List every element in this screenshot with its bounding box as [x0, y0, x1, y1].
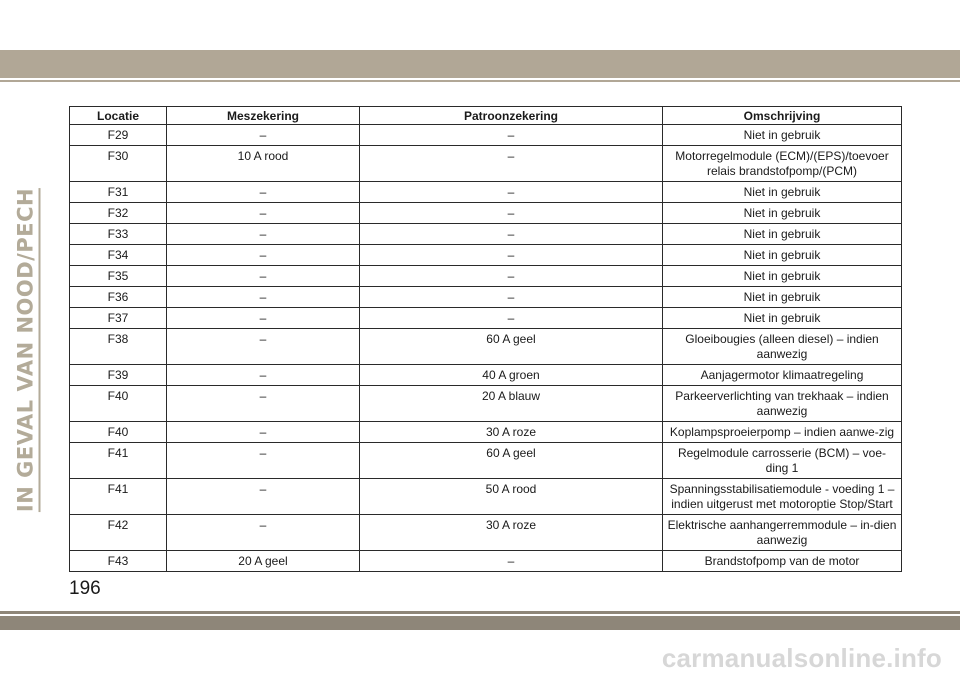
cell-description: Niet in gebruik: [663, 125, 902, 146]
cell-cartridge-fuse: 20 A blauw: [360, 386, 663, 422]
cell-blade-fuse: –: [167, 329, 360, 365]
page-number: 196: [69, 578, 101, 599]
table-row: [70, 266, 902, 287]
cell-location: F36: [70, 287, 167, 308]
cell-cartridge-fuse: –: [360, 203, 663, 224]
cell-description: Niet in gebruik: [663, 266, 902, 287]
table-row: [70, 287, 902, 308]
table-row: [70, 515, 902, 551]
top-header-rule: [0, 80, 960, 82]
watermark-text: carmanualsonline.info: [661, 643, 942, 673]
cell-blade-fuse: –: [167, 125, 360, 146]
cell-location: F33: [70, 224, 167, 245]
cell-cartridge-fuse: –: [360, 308, 663, 329]
cell-description: Brandstofpomp van de motor: [663, 551, 902, 572]
table-row: [70, 203, 902, 224]
top-header-band: [0, 50, 960, 78]
cell-blade-fuse: –: [167, 182, 360, 203]
cell-description: Parkeerverlichting van trekhaak – indien aanwezig: [663, 386, 902, 422]
cell-description: Motorregelmodule (ECM)/(EPS)/toevoer relais brandstofpomp/(PCM): [663, 146, 902, 182]
cell-cartridge-fuse: 60 A geel: [360, 329, 663, 365]
cell-blade-fuse: –: [167, 308, 360, 329]
cell-location: F29: [70, 125, 167, 146]
table-row: [70, 182, 902, 203]
cell-description: Elektrische aanhangerremmodule – in-dien aanwezig: [663, 515, 902, 551]
cell-location: F41: [70, 479, 167, 515]
cell-blade-fuse: –: [167, 266, 360, 287]
table-row: [70, 551, 902, 572]
column-header-cartridge-fuse: Patroonzekering: [360, 107, 663, 125]
cell-blade-fuse: –: [167, 245, 360, 266]
cell-description: Koplampsproeierpomp – indien aanwe-zig: [663, 422, 902, 443]
fuse-table: [69, 106, 902, 572]
cell-location: F40: [70, 386, 167, 422]
cell-cartridge-fuse: –: [360, 266, 663, 287]
cell-location: F37: [70, 308, 167, 329]
table-row: [70, 365, 902, 386]
table-row: [70, 479, 902, 515]
cell-cartridge-fuse: –: [360, 245, 663, 266]
cell-blade-fuse: –: [167, 386, 360, 422]
cell-description: Niet in gebruik: [663, 287, 902, 308]
bottom-footer-rule: [0, 611, 960, 614]
table-row: [70, 329, 902, 365]
cell-cartridge-fuse: 60 A geel: [360, 443, 663, 479]
cell-blade-fuse: –: [167, 287, 360, 308]
cell-description: Aanjagermotor klimaatregeling: [663, 365, 902, 386]
cell-blade-fuse: –: [167, 365, 360, 386]
cell-blade-fuse: 20 A geel: [167, 551, 360, 572]
cell-description: Niet in gebruik: [663, 203, 902, 224]
cell-location: F41: [70, 443, 167, 479]
cell-location: F42: [70, 515, 167, 551]
cell-description: Niet in gebruik: [663, 308, 902, 329]
cell-blade-fuse: –: [167, 515, 360, 551]
table-header-row: [70, 107, 902, 125]
table-row: [70, 386, 902, 422]
column-header-blade-fuse: Meszekering: [167, 107, 360, 125]
cell-cartridge-fuse: 40 A groen: [360, 365, 663, 386]
cell-location: F32: [70, 203, 167, 224]
cell-description: Niet in gebruik: [663, 182, 902, 203]
cell-description: Gloeibougies (alleen diesel) – indien aanwezig: [663, 329, 902, 365]
cell-cartridge-fuse: 30 A roze: [360, 422, 663, 443]
column-header-description: Omschrijving: [663, 107, 902, 125]
cell-blade-fuse: –: [167, 443, 360, 479]
cell-location: F38: [70, 329, 167, 365]
table-row: [70, 125, 902, 146]
cell-location: F39: [70, 365, 167, 386]
cell-location: F31: [70, 182, 167, 203]
cell-cartridge-fuse: –: [360, 125, 663, 146]
table-row: [70, 422, 902, 443]
table-row: [70, 443, 902, 479]
cell-description: Regelmodule carrosserie (BCM) – voe-ding 1: [663, 443, 902, 479]
cell-location: F30: [70, 146, 167, 182]
cell-blade-fuse: –: [167, 203, 360, 224]
cell-cartridge-fuse: –: [360, 146, 663, 182]
column-header-location: Locatie: [70, 107, 167, 125]
cell-cartridge-fuse: 50 A rood: [360, 479, 663, 515]
cell-blade-fuse: –: [167, 224, 360, 245]
cell-cartridge-fuse: –: [360, 287, 663, 308]
cell-location: F34: [70, 245, 167, 266]
cell-cartridge-fuse: –: [360, 224, 663, 245]
table-row: [70, 308, 902, 329]
cell-blade-fuse: –: [167, 479, 360, 515]
bottom-footer-band: [0, 616, 960, 630]
cell-description: Spanningsstabilisatiemodule - voeding 1 – indien uitgerust met motoroptie Stop/Start: [663, 479, 902, 515]
table-row: [70, 224, 902, 245]
cell-cartridge-fuse: –: [360, 182, 663, 203]
cell-description: Niet in gebruik: [663, 224, 902, 245]
cell-blade-fuse: 10 A rood: [167, 146, 360, 182]
section-side-title-text: IN GEVAL VAN NOOD/PECH: [14, 188, 41, 512]
cell-location: F40: [70, 422, 167, 443]
cell-location: F43: [70, 551, 167, 572]
cell-description: Niet in gebruik: [663, 245, 902, 266]
cell-cartridge-fuse: 30 A roze: [360, 515, 663, 551]
table-row: [70, 245, 902, 266]
cell-blade-fuse: –: [167, 422, 360, 443]
cell-cartridge-fuse: –: [360, 551, 663, 572]
cell-location: F35: [70, 266, 167, 287]
table-row: [70, 146, 902, 182]
